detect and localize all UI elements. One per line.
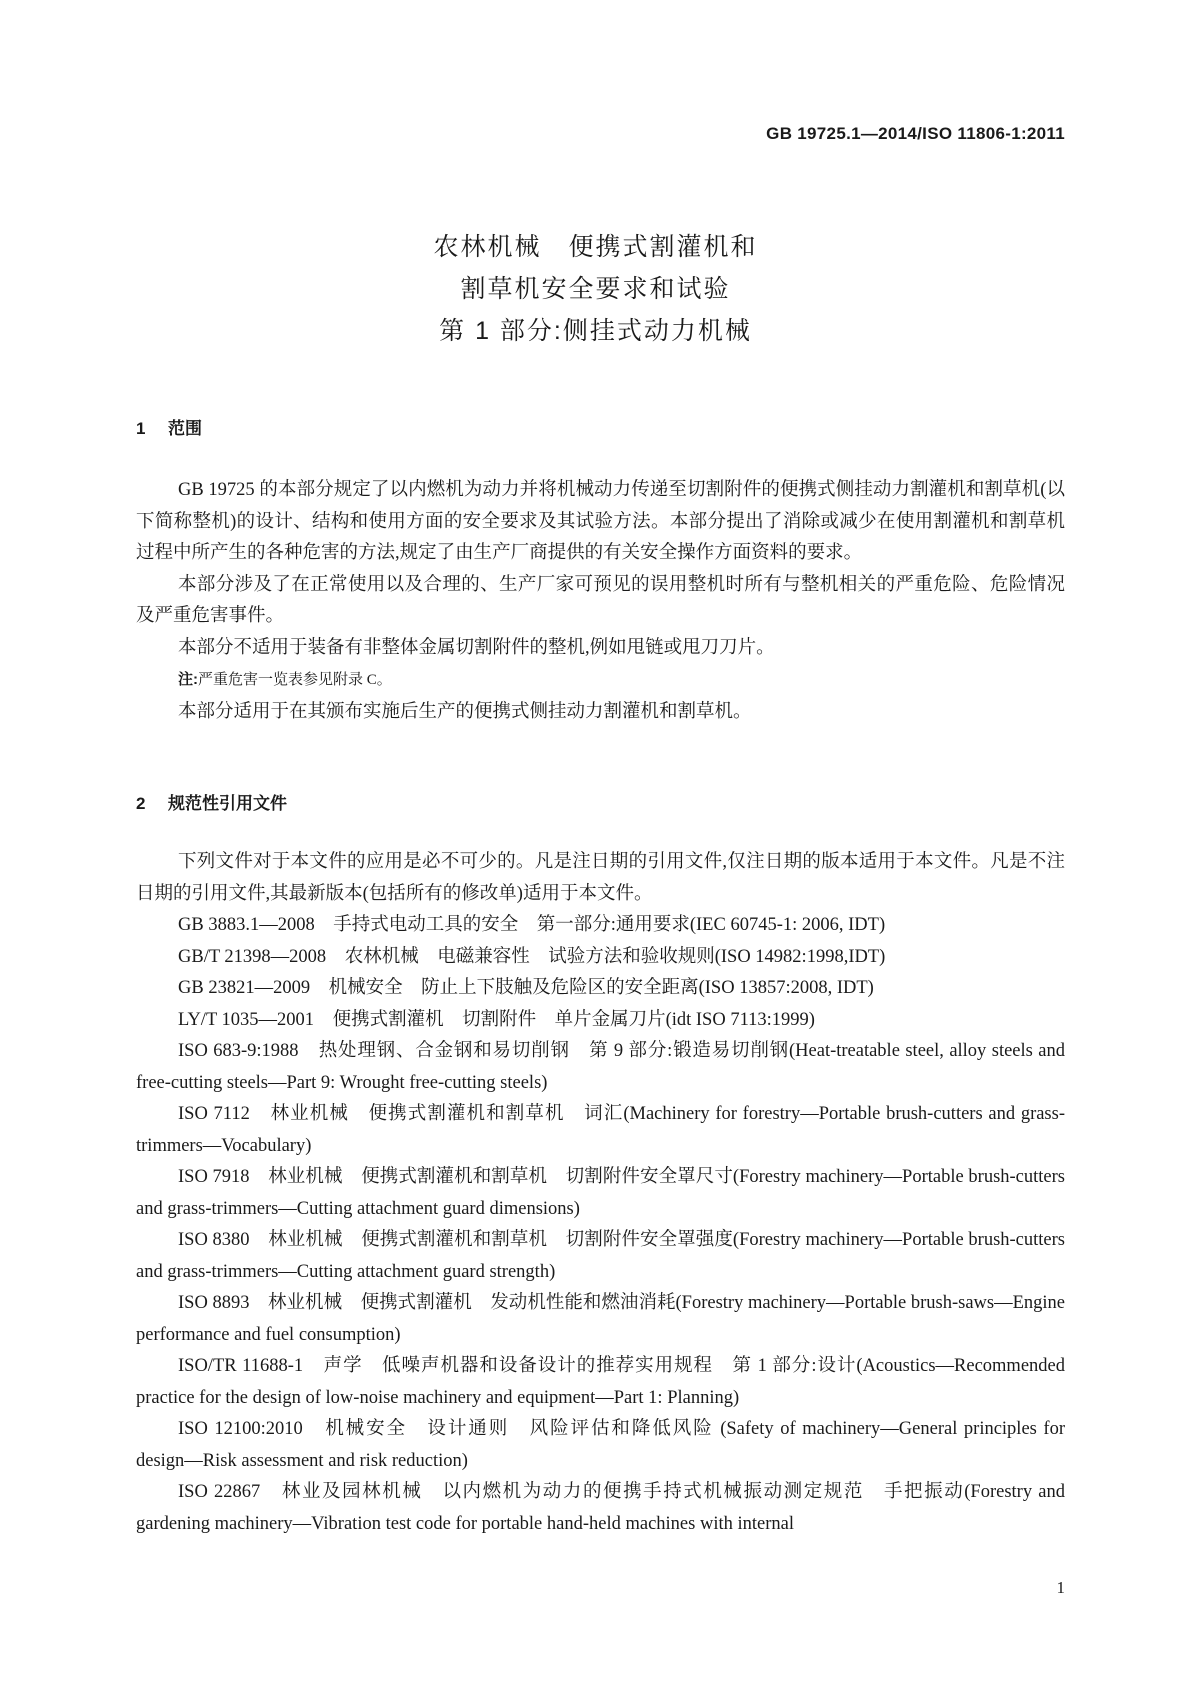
reference-item <box>136 1036 1065 1099</box>
reference-code: ISO 7918 <box>178 1167 250 1187</box>
reference-title: 林业机械 便携式割灌机 发动机性能和燃油消耗(Forestry machinery—Portable brush-saws—Engine performance and fuel consumption) <box>136 1293 1065 1345</box>
reference-code: ISO/TR 11688-1 <box>178 1356 304 1376</box>
scope-body <box>136 475 1065 728</box>
paragraph: 本部分适用于在其颁布实施后生产的便携式侧挂动力割灌机和割草机。 <box>178 701 752 722</box>
page-number: 1 <box>1056 1578 1065 1597</box>
section-heading-scope <box>136 414 202 439</box>
reference-code: ISO 22867 <box>178 1482 261 1502</box>
paragraph: 本部分涉及了在正常使用以及合理的、生产厂家可预见的误用整机时所有与整机相关的严重危险、危险情况及严重危害事件。 <box>136 574 1065 626</box>
reference-title: 便携式割灌机 切割附件 单片金属刀片(idt ISO 7113:1999) <box>332 1009 815 1030</box>
reference-item <box>136 1414 1065 1477</box>
reference-title: 林业机械 便携式割灌机和割草机 切割附件安全罩尺寸(Forestry machinery—Portable brush-cutters and grass-trimmers—Cutting attachment guard dimensions) <box>136 1167 1065 1219</box>
reference-item <box>136 973 1065 1005</box>
reference-item <box>136 1351 1065 1414</box>
reference-title: 机械安全 设计通则 风险评估和降低风险 (Safety of machinery—General principles for design—Risk assessment and risk reduction) <box>136 1419 1065 1471</box>
reference-item <box>136 1288 1065 1351</box>
standard-code: GB 19725.1—2014/ISO 11806-1:2011 <box>766 124 1065 143</box>
reference-title: 林业机械 便携式割灌机和割草机 切割附件安全罩强度(Forestry machinery—Portable brush-cutters and grass-trimmers—Cutting attachment guard strength) <box>136 1230 1065 1282</box>
title-line: 农林机械 便携式割灌机和 <box>433 233 758 261</box>
paragraph: 下列文件对于本文件的应用是必不可少的。凡是注日期的引用文件,仅注日期的版本适用于本文件。凡是不注日期的引用文件,其最新版本(包括所有的修改单)适用于本文件。 <box>136 852 1065 904</box>
document-title <box>0 226 1191 352</box>
reference-code: GB/T 21398—2008 <box>178 946 327 967</box>
note-text: 严重危害一览表参见附录 C。 <box>198 672 392 688</box>
references-body <box>136 847 1065 1540</box>
reference-item <box>136 1477 1065 1540</box>
reference-code: ISO 12100:2010 <box>178 1419 303 1439</box>
section-title: 规范性引用文件 <box>168 794 287 813</box>
reference-item <box>136 910 1065 942</box>
section-number: 2 <box>136 794 146 813</box>
reference-item <box>136 1225 1065 1288</box>
section-title: 范围 <box>168 419 202 438</box>
note-label: 注: <box>178 671 198 688</box>
reference-code: GB 23821—2009 <box>178 978 311 998</box>
reference-title: 热处理钢、合金钢和易切削钢 第 9 部分:锻造易切削钢(Heat-treatable steel, alloy steels and free-cutting steels—Part 9: Wrought free-cutting steels) <box>136 1041 1065 1093</box>
section-number: 1 <box>136 419 146 438</box>
reference-title: 手持式电动工具的安全 第一部分:通用要求(IEC 60745-1: 2006, IDT) <box>333 915 886 935</box>
reference-code: LY/T 1035—2001 <box>178 1009 315 1030</box>
reference-item <box>136 1162 1065 1225</box>
reference-code: ISO 8380 <box>178 1230 250 1250</box>
reference-title: 林业及园林机械 以内燃机为动力的便携手持式机械振动测定规范 手把振动(Forestry and gardening machinery—Vibration test code for portable hand-held machines with internal <box>136 1482 1065 1534</box>
reference-item <box>136 1005 1065 1037</box>
reference-code: ISO 7112 <box>178 1104 250 1124</box>
reference-code: GB 3883.1—2008 <box>178 915 315 935</box>
section-heading-normative-references <box>136 789 287 814</box>
reference-code: ISO 683-9:1988 <box>178 1041 299 1061</box>
note <box>136 664 1065 697</box>
paragraph: GB 19725 的本部分规定了以内燃机为动力并将机械动力传递至切割附件的便携式侧挂动力割灌机和割草机(以下简称整机)的设计、结构和使用方面的安全要求及其试验方法。本部分提出了消除或减少在使用割灌机和割草机过程中所产生的各种危害的方法,规定了由生产厂商提供的有关安全操作方面资料的要求。 <box>136 480 1065 563</box>
title-line: 第 1 部分:侧挂式动力机械 <box>439 317 752 345</box>
reference-title: 林业机械 便携式割灌机和割草机 词汇(Machinery for forestry—Portable brush-cutters and grass-trimmers—Vocabulary) <box>136 1104 1065 1156</box>
reference-item <box>136 942 1065 974</box>
paragraph: 本部分不适用于装备有非整体金属切割附件的整机,例如甩链或甩刀刀片。 <box>178 637 775 658</box>
reference-title: 声学 低噪声机器和设备设计的推荐实用规程 第 1 部分:设计(Acoustics—Recommended practice for the design of low-noise machinery and equipment—Part 1: Planning) <box>136 1356 1065 1408</box>
reference-title: 农林机械 电磁兼容性 试验方法和验收规则(ISO 14982:1998,IDT) <box>344 946 886 967</box>
reference-code: ISO 8893 <box>178 1293 250 1313</box>
reference-title: 机械安全 防止上下肢触及危险区的安全距离(ISO 13857:2008, IDT) <box>328 978 874 998</box>
title-line: 割草机安全要求和试验 <box>460 275 731 303</box>
reference-item <box>136 1099 1065 1162</box>
